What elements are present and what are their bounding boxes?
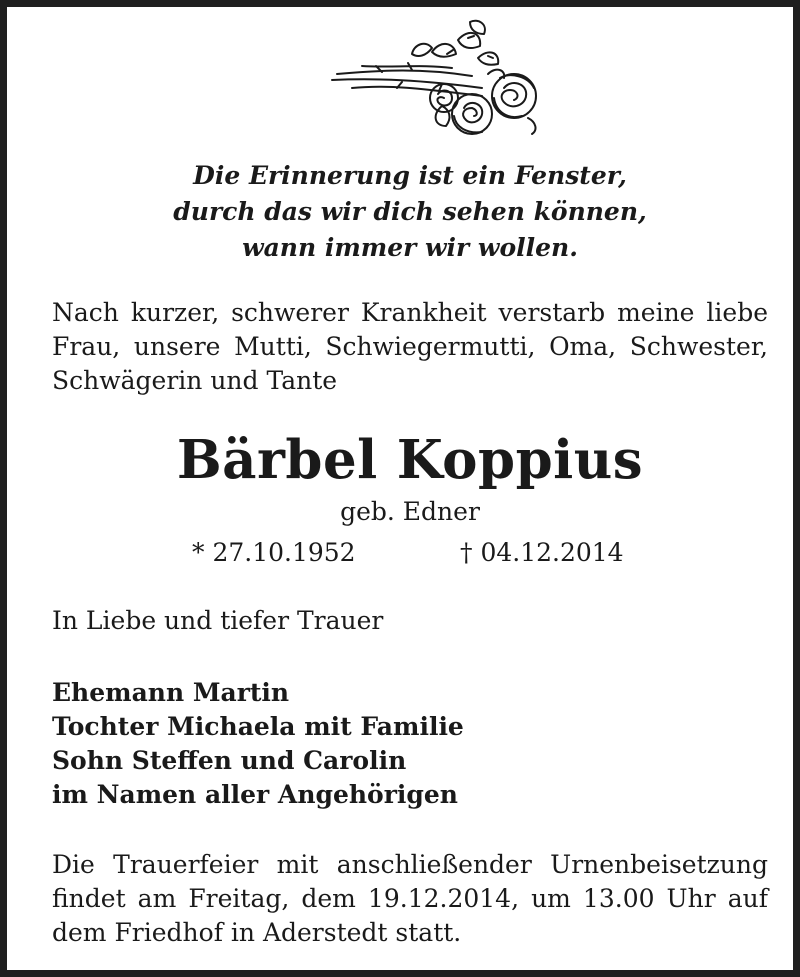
mourner-entry: Tochter Michaela mit Familie [52,712,464,741]
maiden-name: geb. Edner [340,497,480,526]
memorial-quote [52,158,768,266]
obituary-notice [52,0,768,977]
birth-date: * 27.10.1952 [192,538,356,567]
roses-icon [282,18,542,140]
mourner-entry: im Namen aller Angehörigen [52,780,458,809]
quote-line: wann immer wir wollen. [242,233,578,262]
quote-line: durch das wir dich sehen können, [173,197,647,226]
mourners-list [52,676,768,812]
death-announcement-text: Nach kurzer, schwerer Krankheit verstarb meine liebe Frau, unsere Mutti, Schwiegermutti, Oma, Schwester, Schwägerin und Tante [52,298,768,395]
funeral-service-info: Die Trauerfeier mit anschließender Urnenbeisetzung findet am Freitag, dem 19.12.2014, um 13.00 Uhr auf dem Friedhof in Aderstedt statt. [52,850,768,947]
quote-line: Die Erinnerung ist ein Fenster, [193,161,627,190]
life-dates [52,538,768,570]
mourner-entry: Ehemann Martin [52,678,290,707]
mourning-line: In Liebe und tiefer Trauer [52,606,384,635]
deceased-name: Bärbel Koppius [176,429,644,491]
mourner-entry: Sohn Steffen und Carolin [52,746,407,775]
death-date: † 04.12.2014 [460,538,624,567]
